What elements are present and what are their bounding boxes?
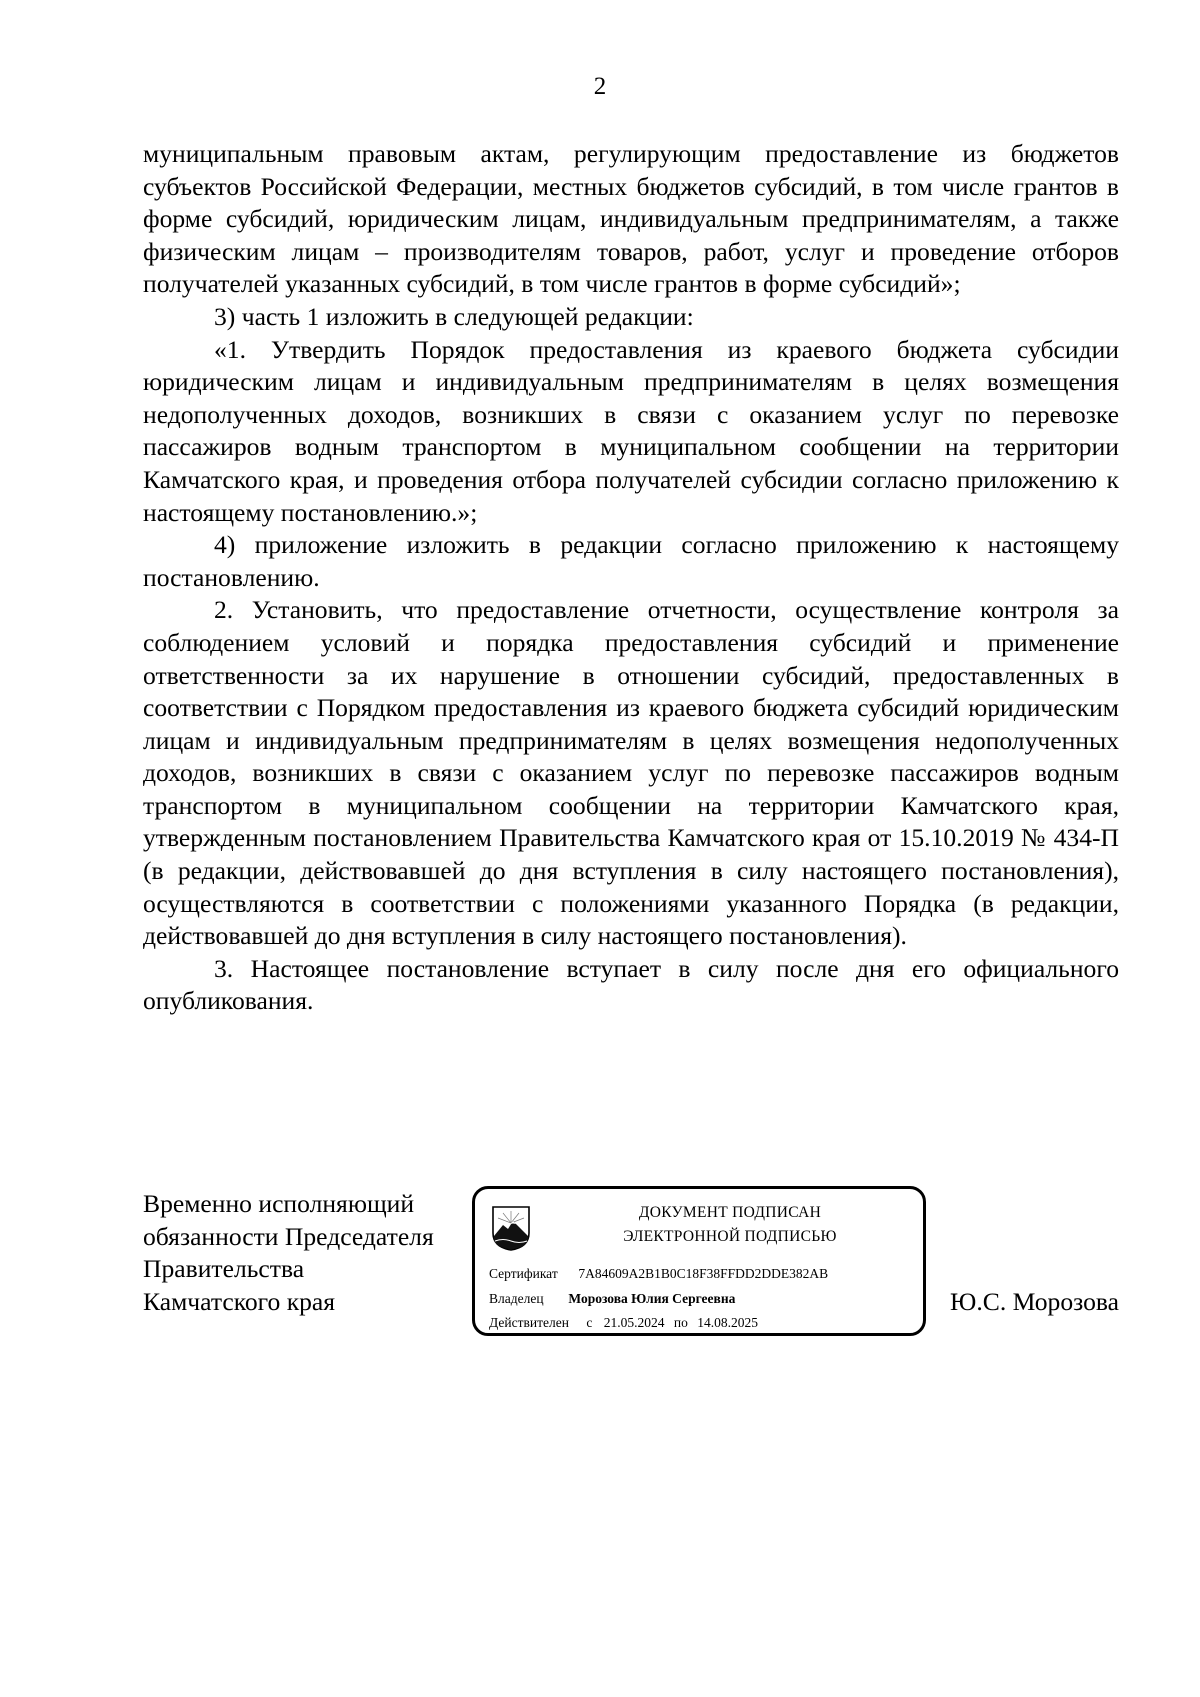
- stamp-validity-label: Действителен: [489, 1315, 569, 1330]
- stamp-certificate-label: Сертификат: [489, 1266, 558, 1281]
- signer-position: [143, 1188, 434, 1318]
- stamp-owner-value: Морозова Юлия Сергеевна: [568, 1291, 736, 1306]
- paragraph: 3) часть 1 изложить в следующей редакции:: [214, 301, 694, 331]
- stamp-validity-from-prefix: с: [586, 1315, 593, 1330]
- stamp-validity-from: 21.05.2024: [603, 1315, 665, 1330]
- stamp-validity-to: 14.08.2025: [697, 1315, 758, 1330]
- stamp-subtitle: ЭЛЕКТРОННОЙ ПОДПИСЬЮ: [623, 1228, 837, 1245]
- signer-name: Ю.С. Морозова: [950, 1287, 1119, 1316]
- signer-position-line: обязанности Председателя: [143, 1221, 434, 1251]
- paragraph: 4) приложение изложить в редакции согласно приложению к настоящему постановлению.: [143, 530, 1119, 592]
- stamp-validity-row: [489, 1314, 758, 1332]
- stamp-owner-row: [489, 1290, 735, 1308]
- page-number: 2: [593, 73, 607, 100]
- signer-position-line: Правительства: [143, 1254, 305, 1284]
- paragraph: «1. Утвердить Порядок предоставления из краевого бюджета субсидии юридическим лицам и индивидуальным предпринимателям в целях возмещения недополученных доходов, возникших в связи с оказанием услуг по перевозке пассажиров водным транспортом в муниципальном сообщении на территории Камчатского края, и проведения отбора получателей субсидии согласно приложению к настоящему постановлению.»;: [143, 334, 1119, 527]
- stamp-title: ДОКУМЕНТ ПОДПИСАН: [638, 1204, 822, 1221]
- document-body: [143, 138, 1119, 1018]
- stamp-owner-label: Владелец: [489, 1291, 544, 1306]
- electronic-signature-stamp: [472, 1186, 926, 1336]
- stamp-certificate-row: [489, 1265, 828, 1283]
- stamp-certificate-value: 7A84609A2B1B0C18F38FFDD2DDE382AB: [578, 1266, 829, 1281]
- paragraph: 2. Установить, что предоставление отчетности, осуществление контроля за соблюдением условий и порядка предоставления субсидий и применение ответственности за их нарушение в отношении субсидий, предоставленных в соответствии с Порядком предоставления из краевого бюджета субсидий юридическим лицам и индивидуальным предпринимателям в целях возмещения недополученных доходов, возникших в связи с оказанием услуг по перевозке пассажиров водным транспортом в муниципальном сообщении на территории Камчатского края, утвержденным постановлением Правительства Камчатского края от 15.10.2019 № 434-П (в редакции, действовавшей до дня вступления в силу настоящего постановления), осуществляются в соответствии с положениями указанного Порядка (в редакции, действовавшей до дня вступления в силу настоящего постановления).: [143, 595, 1119, 951]
- kamchatka-coat-of-arms-icon: [491, 1203, 531, 1251]
- signer-position-line: Временно исполняющий: [143, 1189, 415, 1218]
- stamp-validity-to-prefix: по: [673, 1315, 688, 1330]
- paragraph: 3. Настоящее постановление вступает в силу после дня его официального опубликования.: [143, 953, 1119, 1016]
- paragraph: муниципальным правовым актам, регулирующим предоставление из бюджетов субъектов Российской Федерации, местных бюджетов субсидий, в том числе грантов в форме субсидий, юридическим лицам, индивидуальным предпринимателям, а также физическим лицам – производителям товаров, работ, услуг и проведение отборов получателей указанных субсидий, в том числе грантов в форме субсидий»;: [143, 139, 1119, 299]
- signer-position-line: Камчатского края: [143, 1286, 336, 1316]
